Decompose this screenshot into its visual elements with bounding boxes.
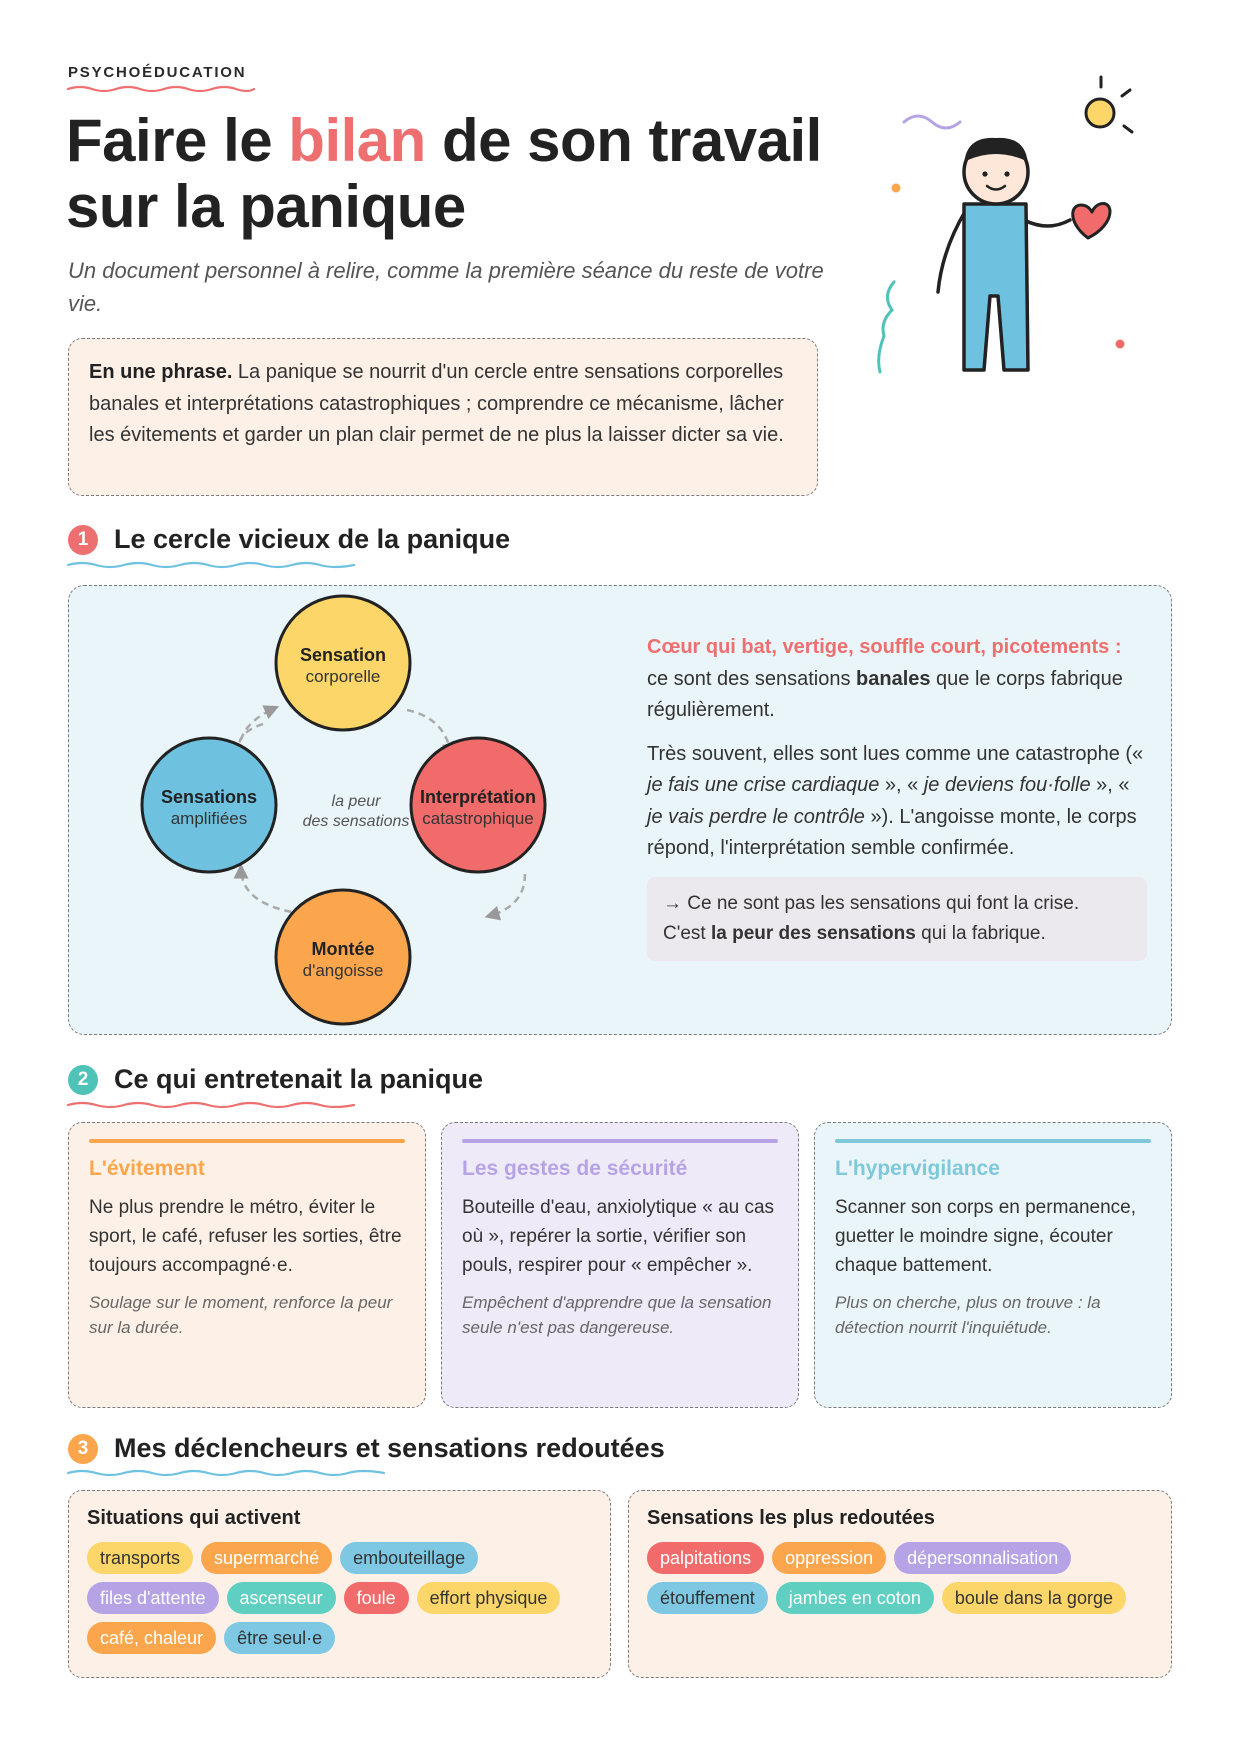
section-1-number: 1 (68, 525, 98, 555)
section-3-underline (66, 1468, 386, 1478)
node-label-sensation (273, 644, 413, 688)
text-run: que le corps fabrique régulièrement. (647, 667, 1123, 721)
text-run: C'est (663, 922, 711, 944)
eyebrow-underline (66, 84, 256, 94)
card-accent-bar (89, 1139, 405, 1143)
card-accent-bar (835, 1139, 1151, 1143)
sensations-card (628, 1490, 1172, 1678)
swirl-decoration (879, 282, 894, 372)
quote-run: je deviens fou·folle (918, 774, 1097, 796)
center-note-line: la peur (331, 793, 381, 810)
situations-tag-list (87, 1542, 592, 1654)
quote-run: je vais perdre le contrôle (647, 805, 871, 828)
quote-run: je fais une crise cardiaque (647, 774, 885, 796)
node-title: Sensation (299, 645, 387, 665)
text-run-bold: la peur des sensations (710, 922, 916, 944)
text-run: », « (884, 774, 919, 796)
sensations-tag: boule dans la gorge (942, 1582, 1126, 1614)
card-body: Ne plus prendre le métro, éviter le sport, le café, refuser les sorties, être toujours accompagné·e. (89, 1197, 402, 1276)
section-1-heading (68, 524, 510, 555)
section-1-title: Le cercle vicieux de la panique (114, 524, 511, 554)
page-subtitle: Un document personnel à relire, comme la première séance du reste de votre vie. (68, 258, 824, 316)
section-2-underline (66, 1100, 356, 1110)
situations-tag: ascenseur (227, 1582, 336, 1614)
sensations-tag: palpitations (647, 1542, 764, 1574)
card-body: Scanner son corps en permanence, guetter le moindre signe, écouter chaque battement. (835, 1197, 1137, 1276)
sensations-tag: étouffement (647, 1582, 768, 1614)
text-run-bold: banales (856, 667, 931, 690)
section-2-title: Ce qui entretenait la panique (114, 1064, 484, 1094)
heart-icon (1073, 204, 1110, 238)
situations-card (68, 1490, 611, 1678)
card-body: Bouteille d'eau, anxiolytique « au cas où », repérer la sortie, vérifier son pouls, respirer pour « empêcher ». (462, 1197, 775, 1276)
card-note: Plus on cherche, plus on trouve : la détection nourrit l'inquiétude. (835, 1293, 1101, 1337)
cycle-center-note (281, 792, 431, 832)
sensations-title: Sensations les plus redoutées (647, 1507, 935, 1529)
section-3-number: 3 (68, 1434, 98, 1464)
text-run: »). L'angoisse monte, le corps répond, l'interprétation semble confirmée. (647, 805, 1137, 859)
card-evitement (68, 1122, 426, 1408)
summary-box (68, 338, 818, 496)
card-title: L'hypervigilance (835, 1157, 1000, 1180)
section-3-heading (68, 1433, 665, 1464)
key-message-callout (647, 877, 1147, 961)
sensations-tag: oppression (772, 1542, 886, 1574)
situations-title: Situations qui activent (87, 1507, 301, 1529)
node-title: Sensations (160, 787, 258, 807)
situations-tag: embouteillage (340, 1542, 478, 1574)
section-3-title: Mes déclencheurs et sensations redoutées (114, 1433, 665, 1463)
node-subtitle: catastrophique (422, 809, 534, 828)
text-run: qui la fabrique. (915, 922, 1046, 944)
text-run: Très souvent, elles sont lues comme une catastrophe (« (647, 742, 1144, 765)
cycle-arrow (239, 708, 275, 752)
center-note-line: des sensations (302, 813, 410, 830)
node-label-montee (273, 938, 413, 982)
sun-icon (1086, 77, 1132, 132)
section-1-underline (66, 560, 356, 570)
text-run: ce sont des sensations (647, 667, 857, 690)
situations-tag: café, chaleur (87, 1622, 216, 1654)
node-label-amplifiees (139, 786, 279, 830)
title-accent: bilan (288, 107, 426, 174)
card-title: Les gestes de sécurité (462, 1157, 688, 1180)
cycle-arrow (489, 874, 525, 916)
sensations-tag-list (647, 1542, 1153, 1614)
section-2-number: 2 (68, 1065, 98, 1095)
summary-lead: En une phrase. (89, 361, 233, 383)
sensations-list: Cœur qui bat, vertige, souffle court, picotements : (647, 636, 1122, 658)
situations-tag: files d'attente (87, 1582, 219, 1614)
node-subtitle: d'angoisse (302, 961, 384, 980)
callout-line-1: → Ce ne sont pas les sensations qui font la crise. (663, 892, 1080, 914)
cycle-paragraph-2 (647, 739, 1147, 865)
text-run: », « (1096, 774, 1130, 796)
cycle-paragraph-1 (647, 632, 1147, 727)
dot-decoration (892, 184, 901, 193)
eyebrow-label: PSYCHOÉDUCATION (68, 64, 247, 81)
card-accent-bar (462, 1139, 778, 1143)
card-hypervigilance (814, 1122, 1172, 1408)
cycle-card (68, 585, 1172, 1035)
card-gestes-securite (441, 1122, 799, 1408)
situations-tag: transports (87, 1542, 193, 1574)
dot-decoration (1116, 340, 1125, 349)
title-part2: de son travail sur la panique (66, 107, 822, 240)
summary-text: La panique se nourrit d'un cercle entre sensations corporelles banales et interprétations catastrophiques ; comprendre ce mécanisme, lâcher les évitements et garder un plan clair permet de ne plus la laisser dicter sa vie. (89, 361, 784, 446)
card-title: L'évitement (89, 1157, 205, 1180)
situations-tag: foule (344, 1582, 409, 1614)
card-note: Soulage sur le moment, renforce la peur sur la durée. (89, 1293, 393, 1337)
person-illustration (860, 60, 1160, 390)
situations-tag: supermarché (201, 1542, 332, 1574)
squiggle-decoration (904, 116, 960, 128)
cycle-explanation (647, 632, 1147, 961)
card-note: Empêchent d'apprendre que la sensation seule n'est pas dangereuse. (462, 1293, 772, 1337)
page-title (66, 108, 826, 240)
section-2-heading (68, 1064, 483, 1095)
sensations-tag: dépersonnalisation (894, 1542, 1071, 1574)
node-title: Montée (311, 939, 375, 959)
title-part1: Faire le (66, 107, 289, 174)
node-title: Interprétation (419, 787, 536, 807)
situations-tag: être seul·e (224, 1622, 335, 1654)
sensations-tag: jambes en coton (776, 1582, 934, 1614)
callout-line-2 (663, 919, 1131, 949)
node-subtitle: corporelle (305, 667, 381, 686)
node-subtitle: amplifiées (170, 809, 248, 828)
situations-tag: effort physique (417, 1582, 561, 1614)
